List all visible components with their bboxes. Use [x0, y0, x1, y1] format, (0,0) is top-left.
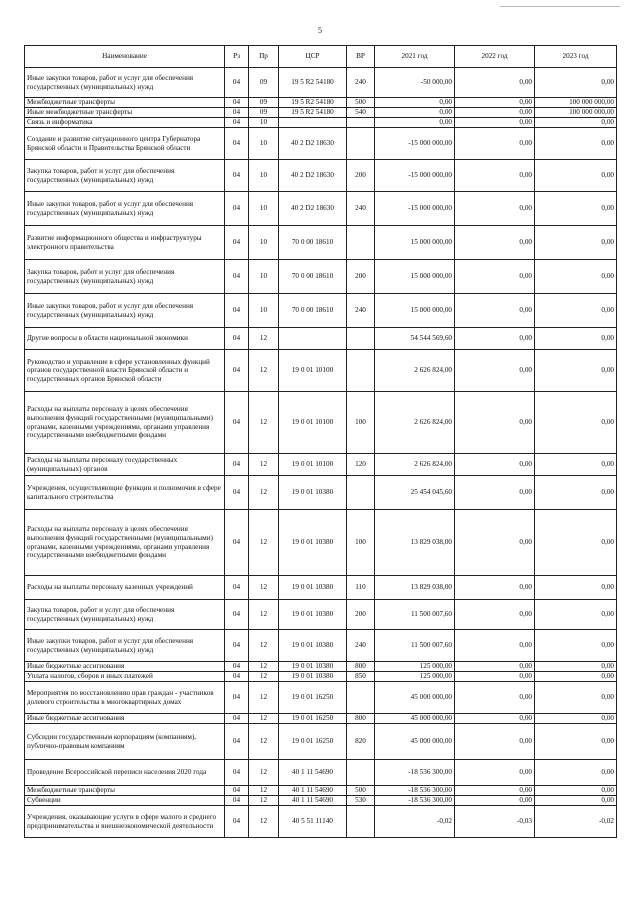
- cell-name: Межбюджетные трансферты: [25, 98, 225, 108]
- cell-2021: 15 000 000,00: [375, 260, 455, 294]
- cell-2023: 100 000 000,00: [535, 108, 617, 118]
- table-row: [25, 724, 617, 760]
- cell-name: Мероприятия по восстановлению прав граждан - участников долевого строительства в многоквартирных домах: [25, 682, 225, 714]
- cell-2022: -0,03: [455, 806, 535, 838]
- cell-2021: 2 626 824,00: [375, 350, 455, 392]
- cell-name: Иные закупки товаров, работ и услуг для обеспечения государственных (муниципальных) нужд: [25, 294, 225, 328]
- cell-csr: 40 2 D2 18630: [279, 160, 347, 192]
- table-row: [25, 350, 617, 392]
- cell-rz: 04: [225, 786, 249, 796]
- cell-rz: 04: [225, 392, 249, 454]
- cell-2022: 0,00: [455, 476, 535, 510]
- table-row: [25, 806, 617, 838]
- cell-vr: 200: [347, 160, 375, 192]
- cell-rz: 04: [225, 192, 249, 226]
- cell-pr: 10: [249, 294, 279, 328]
- table-row: [25, 328, 617, 350]
- cell-2022: 0,00: [455, 630, 535, 662]
- cell-name: Расходы на выплаты персоналу в целях обеспечения выполнения функций государственными (муниципальными) органами, казенными учреждениями, органами управления государственными внебюджетными фондами: [25, 510, 225, 576]
- cell-name: Учреждения, осуществляющие функции и полномочия в сфере капитального строительства: [25, 476, 225, 510]
- cell-2021: 125 000,00: [375, 672, 455, 682]
- cell-vr: [347, 118, 375, 128]
- table-row: [25, 454, 617, 476]
- table-row: [25, 510, 617, 576]
- cell-2023: 0,00: [535, 662, 617, 672]
- header-csr: ЦСР: [279, 46, 347, 68]
- cell-pr: 10: [249, 118, 279, 128]
- cell-pr: 12: [249, 328, 279, 350]
- cell-pr: 12: [249, 682, 279, 714]
- cell-2021: 0,00: [375, 108, 455, 118]
- cell-name: Иные межбюджетные трансферты: [25, 108, 225, 118]
- cell-rz: 04: [225, 226, 249, 260]
- cell-2021: -18 536 300,00: [375, 796, 455, 806]
- table-row: [25, 714, 617, 724]
- cell-2022: 0,00: [455, 98, 535, 108]
- cell-rz: 04: [225, 260, 249, 294]
- cell-csr: 40 2 D2 18630: [279, 128, 347, 160]
- cell-2022: 0,00: [455, 160, 535, 192]
- cell-2021: 2 626 824,00: [375, 454, 455, 476]
- cell-2022: 0,00: [455, 68, 535, 98]
- cell-vr: [347, 128, 375, 160]
- cell-csr: 19 0 01 10380: [279, 630, 347, 662]
- cell-2023: 0,00: [535, 714, 617, 724]
- cell-2021: -15 000 000,00: [375, 160, 455, 192]
- cell-pr: 09: [249, 68, 279, 98]
- cell-2022: 0,00: [455, 108, 535, 118]
- cell-2023: 0,00: [535, 160, 617, 192]
- cell-pr: 10: [249, 192, 279, 226]
- cell-2022: 0,00: [455, 118, 535, 128]
- cell-vr: [347, 350, 375, 392]
- cell-name: Развитие информационного общества и инфраструктуры электронного правительства: [25, 226, 225, 260]
- cell-rz: 04: [225, 662, 249, 672]
- cell-csr: 19 5 R2 54180: [279, 68, 347, 98]
- cell-name: Руководство и управление в сфере установленных функций органов государственной власти Брянской области и государственных органов Брянской области: [25, 350, 225, 392]
- cell-2022: 0,00: [455, 192, 535, 226]
- cell-2023: 0,00: [535, 682, 617, 714]
- cell-rz: 04: [225, 600, 249, 630]
- cell-2023: 0,00: [535, 672, 617, 682]
- table-row: [25, 98, 617, 108]
- cell-rz: 04: [225, 160, 249, 192]
- cell-vr: 500: [347, 98, 375, 108]
- header-name: Наименование: [25, 46, 225, 68]
- cell-name: Закупка товаров, работ и услуг для обеспечения государственных (муниципальных) нужд: [25, 260, 225, 294]
- cell-vr: 500: [347, 786, 375, 796]
- cell-csr: 19 0 01 10100: [279, 454, 347, 476]
- cell-csr: 40 2 D2 18630: [279, 192, 347, 226]
- cell-pr: 12: [249, 796, 279, 806]
- cell-2023: 0,00: [535, 600, 617, 630]
- cell-csr: 19 0 01 10380: [279, 476, 347, 510]
- cell-vr: [347, 226, 375, 260]
- cell-2021: -50 000,00: [375, 68, 455, 98]
- cell-2021: 2 626 824,00: [375, 392, 455, 454]
- cell-pr: 09: [249, 108, 279, 118]
- cell-pr: 12: [249, 454, 279, 476]
- cell-2023: 0,00: [535, 350, 617, 392]
- cell-csr: [279, 328, 347, 350]
- cell-csr: 40 1 11 54690: [279, 786, 347, 796]
- cell-vr: 200: [347, 260, 375, 294]
- cell-2023: 0,00: [535, 192, 617, 226]
- cell-pr: 12: [249, 662, 279, 672]
- cell-2021: 11 500 007,60: [375, 600, 455, 630]
- cell-2021: 45 000 000,00: [375, 682, 455, 714]
- cell-rz: 04: [225, 68, 249, 98]
- table-row: [25, 662, 617, 672]
- cell-2023: 0,00: [535, 630, 617, 662]
- cell-2021: -18 536 300,00: [375, 786, 455, 796]
- cell-name: Иные бюджетные ассигнования: [25, 662, 225, 672]
- cell-2021: 45 000 000,00: [375, 714, 455, 724]
- cell-csr: 19 0 01 10380: [279, 576, 347, 600]
- cell-2023: 0,00: [535, 68, 617, 98]
- cell-2022: 0,00: [455, 786, 535, 796]
- cell-csr: 19 5 R2 54180: [279, 98, 347, 108]
- cell-2023: 0,00: [535, 724, 617, 760]
- cell-name: Закупка товаров, работ и услуг для обеспечения государственных (муниципальных) нужд: [25, 160, 225, 192]
- cell-pr: 12: [249, 714, 279, 724]
- cell-2023: 0,00: [535, 796, 617, 806]
- header-rz: Рз: [225, 46, 249, 68]
- cell-rz: 04: [225, 476, 249, 510]
- cell-name: Создание и развитие ситуационного центра Губернатора Брянской области и Правительства Брянской области: [25, 128, 225, 160]
- cell-rz: 04: [225, 682, 249, 714]
- cell-2023: 0,00: [535, 260, 617, 294]
- cell-2022: 0,00: [455, 576, 535, 600]
- cell-2021: 45 000 000,00: [375, 724, 455, 760]
- cell-2023: 0,00: [535, 226, 617, 260]
- cell-vr: [347, 806, 375, 838]
- cell-2022: 0,00: [455, 128, 535, 160]
- table-row: [25, 118, 617, 128]
- cell-vr: 200: [347, 600, 375, 630]
- cell-rz: 04: [225, 672, 249, 682]
- cell-name: Субсидии государственным корпорациям (компаниям), публично-правовым компаниям: [25, 724, 225, 760]
- cell-vr: [347, 328, 375, 350]
- cell-2022: 0,00: [455, 662, 535, 672]
- cell-rz: 04: [225, 760, 249, 786]
- cell-csr: 40 1 11 54690: [279, 760, 347, 786]
- page-number: 5: [318, 26, 322, 35]
- cell-vr: 110: [347, 576, 375, 600]
- header-2023: 2023 год: [535, 46, 617, 68]
- table-row: [25, 128, 617, 160]
- cell-vr: [347, 682, 375, 714]
- table-row: [25, 600, 617, 630]
- cell-2021: 13 829 038,00: [375, 576, 455, 600]
- cell-vr: 240: [347, 294, 375, 328]
- cell-2021: 11 500 007,60: [375, 630, 455, 662]
- cell-2022: 0,00: [455, 350, 535, 392]
- cell-csr: 40 1 11 54690: [279, 796, 347, 806]
- cell-pr: 12: [249, 786, 279, 796]
- cell-pr: 12: [249, 350, 279, 392]
- table-body: [25, 68, 617, 838]
- cell-pr: 12: [249, 576, 279, 600]
- cell-csr: 70 0 00 18610: [279, 294, 347, 328]
- cell-2022: 0,00: [455, 760, 535, 786]
- cell-pr: 10: [249, 226, 279, 260]
- table-row: [25, 630, 617, 662]
- table-row: [25, 672, 617, 682]
- table-row: [25, 576, 617, 600]
- cell-csr: 19 5 R2 54180: [279, 108, 347, 118]
- cell-pr: 12: [249, 510, 279, 576]
- cell-pr: 12: [249, 630, 279, 662]
- cell-csr: 19 0 01 10100: [279, 350, 347, 392]
- header-vr: ВР: [347, 46, 375, 68]
- table-row: [25, 796, 617, 806]
- cell-vr: 820: [347, 724, 375, 760]
- cell-name: Другие вопросы в области национальной экономики: [25, 328, 225, 350]
- cell-name: Расходы на выплаты персоналу казенных учреждений: [25, 576, 225, 600]
- table-row: [25, 682, 617, 714]
- cell-rz: 04: [225, 796, 249, 806]
- cell-2023: 0,00: [535, 510, 617, 576]
- cell-rz: 04: [225, 724, 249, 760]
- cell-vr: 120: [347, 454, 375, 476]
- cell-2023: 0,00: [535, 328, 617, 350]
- cell-csr: 19 0 01 10380: [279, 510, 347, 576]
- cell-csr: 70 0 00 18610: [279, 226, 347, 260]
- cell-name: Закупка товаров, работ и услуг для обеспечения государственных (муниципальных) нужд: [25, 600, 225, 630]
- cell-rz: 04: [225, 108, 249, 118]
- header-pr: Пр: [249, 46, 279, 68]
- cell-rz: 04: [225, 294, 249, 328]
- cell-csr: 19 0 01 10380: [279, 672, 347, 682]
- cell-2023: 0,00: [535, 454, 617, 476]
- cell-2022: 0,00: [455, 682, 535, 714]
- cell-2023: 0,00: [535, 760, 617, 786]
- cell-2021: 15 000 000,00: [375, 294, 455, 328]
- cell-2021: 54 544 569,60: [375, 328, 455, 350]
- cell-csr: 19 0 01 10100: [279, 392, 347, 454]
- cell-2023: 100 000 000,00: [535, 98, 617, 108]
- table-row: [25, 68, 617, 98]
- cell-vr: 240: [347, 192, 375, 226]
- cell-pr: 12: [249, 806, 279, 838]
- cell-2021: 15 000 000,00: [375, 226, 455, 260]
- cell-vr: 100: [347, 392, 375, 454]
- cell-2022: 0,00: [455, 600, 535, 630]
- cell-vr: 850: [347, 672, 375, 682]
- table-header-row: [25, 46, 617, 68]
- cell-name: Учреждения, оказывающие услуги в сфере малого и среднего предпринимательства и внешнеэкономической деятельности: [25, 806, 225, 838]
- cell-vr: 800: [347, 662, 375, 672]
- cell-name: Расходы на выплаты персоналу в целях обеспечения выполнения функций государственными (муниципальными) органами, казенными учреждениями, органами управления государственными внебюджетными фондами: [25, 392, 225, 454]
- cell-2022: 0,00: [455, 260, 535, 294]
- cell-pr: 12: [249, 760, 279, 786]
- cell-vr: [347, 476, 375, 510]
- cell-2022: 0,00: [455, 796, 535, 806]
- cell-rz: 04: [225, 454, 249, 476]
- table-row: [25, 294, 617, 328]
- cell-csr: 19 0 01 16250: [279, 724, 347, 760]
- cell-rz: 04: [225, 630, 249, 662]
- cell-pr: 10: [249, 160, 279, 192]
- cell-2021: -18 536 300,00: [375, 760, 455, 786]
- cell-2021: -15 000 000,00: [375, 128, 455, 160]
- cell-vr: [347, 760, 375, 786]
- cell-pr: 10: [249, 260, 279, 294]
- cell-pr: 12: [249, 392, 279, 454]
- cell-2023: 0,00: [535, 786, 617, 796]
- cell-2023: -0,02: [535, 806, 617, 838]
- cell-name: Иные закупки товаров, работ и услуг для обеспечения государственных (муниципальных) нужд: [25, 68, 225, 98]
- cell-csr: 70 0 00 18610: [279, 260, 347, 294]
- cell-2023: 0,00: [535, 576, 617, 600]
- cell-2022: 0,00: [455, 392, 535, 454]
- cell-2021: 125 000,00: [375, 662, 455, 672]
- cell-pr: 10: [249, 128, 279, 160]
- cell-vr: 540: [347, 108, 375, 118]
- cell-rz: 04: [225, 510, 249, 576]
- table-row: [25, 760, 617, 786]
- cell-name: Иные закупки товаров, работ и услуг для обеспечения государственных (муниципальных) нужд: [25, 192, 225, 226]
- top-rule: [500, 6, 620, 7]
- table-row: [25, 226, 617, 260]
- cell-csr: 40 5 51 11140: [279, 806, 347, 838]
- cell-csr: 19 0 01 16250: [279, 714, 347, 724]
- cell-2022: 0,00: [455, 454, 535, 476]
- cell-name: Проведение Всероссийской переписи населения 2020 года: [25, 760, 225, 786]
- cell-vr: 530: [347, 796, 375, 806]
- table-row: [25, 108, 617, 118]
- cell-2021: 0,00: [375, 98, 455, 108]
- cell-name: Иные бюджетные ассигнования: [25, 714, 225, 724]
- cell-2022: 0,00: [455, 714, 535, 724]
- cell-2021: -15 000 000,00: [375, 192, 455, 226]
- cell-2023: 0,00: [535, 476, 617, 510]
- cell-name: Межбюджетные трансферты: [25, 786, 225, 796]
- table-row: [25, 160, 617, 192]
- cell-rz: 04: [225, 98, 249, 108]
- cell-name: Расходы на выплаты персоналу государственных (муниципальных) органов: [25, 454, 225, 476]
- cell-pr: 12: [249, 600, 279, 630]
- cell-name: Иные закупки товаров, работ и услуг для обеспечения государственных (муниципальных) нужд: [25, 630, 225, 662]
- cell-name: Уплата налогов, сборов и иных платежей: [25, 672, 225, 682]
- cell-name: Связь и информатика: [25, 118, 225, 128]
- cell-vr: 240: [347, 68, 375, 98]
- cell-2022: 0,00: [455, 226, 535, 260]
- cell-csr: 19 0 01 10380: [279, 662, 347, 672]
- cell-vr: 100: [347, 510, 375, 576]
- cell-2021: 25 454 045,60: [375, 476, 455, 510]
- cell-rz: 04: [225, 328, 249, 350]
- cell-2022: 0,00: [455, 328, 535, 350]
- cell-2021: 0,00: [375, 118, 455, 128]
- cell-2021: 13 829 038,00: [375, 510, 455, 576]
- cell-2023: 0,00: [535, 392, 617, 454]
- cell-name: Субвенции: [25, 796, 225, 806]
- cell-csr: [279, 118, 347, 128]
- cell-2022: 0,00: [455, 724, 535, 760]
- cell-pr: 12: [249, 672, 279, 682]
- cell-csr: 19 0 01 10380: [279, 600, 347, 630]
- cell-pr: 09: [249, 98, 279, 108]
- cell-rz: 04: [225, 118, 249, 128]
- cell-2023: 0,00: [535, 118, 617, 128]
- cell-rz: 04: [225, 806, 249, 838]
- cell-rz: 04: [225, 128, 249, 160]
- table-row: [25, 192, 617, 226]
- cell-rz: 04: [225, 576, 249, 600]
- cell-csr: 19 0 01 16250: [279, 682, 347, 714]
- cell-2022: 0,00: [455, 672, 535, 682]
- cell-vr: 240: [347, 630, 375, 662]
- cell-2023: 0,00: [535, 128, 617, 160]
- cell-2022: 0,00: [455, 510, 535, 576]
- table-row: [25, 476, 617, 510]
- cell-2022: 0,00: [455, 294, 535, 328]
- cell-pr: 12: [249, 724, 279, 760]
- table-row: [25, 260, 617, 294]
- table-row: [25, 786, 617, 796]
- cell-rz: 04: [225, 714, 249, 724]
- cell-vr: 800: [347, 714, 375, 724]
- budget-table: [24, 45, 617, 838]
- cell-rz: 04: [225, 350, 249, 392]
- cell-2023: 0,00: [535, 294, 617, 328]
- cell-2021: -0,02: [375, 806, 455, 838]
- header-2021: 2021 год: [375, 46, 455, 68]
- header-2022: 2022 год: [455, 46, 535, 68]
- table-row: [25, 392, 617, 454]
- cell-pr: 12: [249, 476, 279, 510]
